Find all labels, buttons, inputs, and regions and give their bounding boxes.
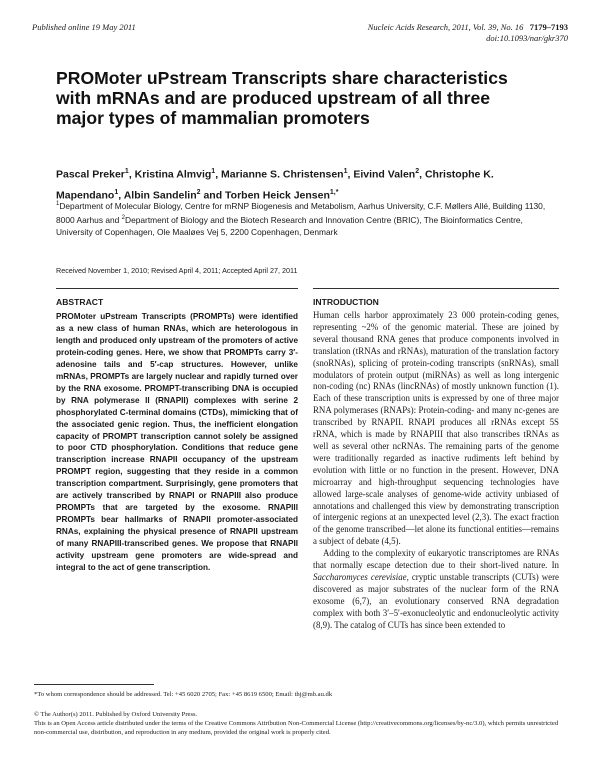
intro-paragraph-2-start: Adding to the complexity of eukaryotic transcriptomes are RNAs that normally escape detection due to their short-lived nature. In <box>313 548 559 571</box>
author-name: Albin Sandelin <box>123 189 197 201</box>
affiliations <box>56 198 556 238</box>
affiliation-marker-1: 1 <box>56 201 60 207</box>
intro-paragraph-1: Human cells harbor approximately 23 000 protein-coding genes, representing ~2% of the genomic material. These are joined by several thousand RNA genes that produce components involved in translation (tRNAs and rRNAs), maturation of the translation factory (snoRNAs), splicing of protein-coding transcripts (snRNAs), small modulators of protein output (miRNAs) as well as long intergenic non-coding (nc) RNAs (lincRNAs) of mostly unknown function (1). Each of these transcription units is expressed by one of three major RNA polymerases (RNAPs): Protein-coding- and many nc-genes are transcribed by RNAPII. RNAPI produces all rRNAs except 5S rRNA, which is made by RNAPIII that also transcribes tRNAs as well as several other ncRNAs. The remaining parts of the genome were traditionally regarded as inactive rudiments left behind by evolution with little or no function in the present. However, DNA microarray and high-throughput sequencing technologies have allowed large-scale analyses of genome-wide activity unbiased of annotations and challenged this view by demonstrating transcription of intergenic regions at an unexpected level (2,3). The exact fraction of the genome transcribed—let alone its functional entities—remains a subject of debate (4,5). <box>313 310 559 547</box>
journal-name: Nucleic Acids Research, 2011, Vol. 39, No. 16 <box>367 22 524 32</box>
abstract-text: PROMoter uPstream Transcripts (PROMPTs) were identified as a new class of human RNAs, which are heterologous in length and produced only upstream of the promoters of active protein-coding genes. Here, we show that PROMPTs carry 3′-adenosine tails and 5′-cap structures. However, unlike mRNAs, PROMPTs are largely nuclear and rapidly turned over by the RNA exosome. PROMPT-transcribing DNA is occupied by RNA polymerase II (RNAPII) complexes with serine 2 phosphorylated C-terminal domains (CTDs), mimicking that of the associated genic region. Thus, the inefficient elongation capacity of PROMPT transcription cannot solely be assigned to poor CTD phosphorylation. Conditions that reduce gene transcription increase RNAPII occupancy of the upstream PROMPT region, suggesting that they reside in a common transcription compartment. Surprisingly, gene promoters that are actively transcribed by RNAPI or RNAPIII also produce PROMPTs that are targeted by the exosome. RNAPIII PROMPTs bear hallmarks of RNAPII promoter-associated RNAs, explaining the physical presence of RNAPII upstream of many RNAPIII-transcribed genes. We propose that RNAPII activity upstream gene promoters are wide-spread and integral to the act of gene transcription. <box>56 312 299 573</box>
author-name: Marianne S. Christensen <box>221 168 344 181</box>
abstract-heading: ABSTRACT <box>56 297 104 307</box>
author-separator: , <box>419 168 425 181</box>
copyright-notice <box>34 710 569 737</box>
affiliation-2: Department of Biology and the Biotech Research and Innovation Centre (BRIC), The Bioinformatics Centre, University of Copenhagen, Ole Maaløes Vej 5, 2200 Copenhagen, Denmark <box>56 214 523 237</box>
author-name: Torben Heick Jensen <box>225 189 330 201</box>
author-affiliation-marker: 1 <box>114 188 119 196</box>
author-affiliation-marker: 2 <box>196 188 201 196</box>
author-separator: and <box>200 189 226 201</box>
author-name: Eivind Valen <box>353 168 416 181</box>
author-name: Kristina Almvig <box>134 168 212 181</box>
license-text: This is an Open Access article distributed under the terms of the Creative Commons Attribution Non-Commercial License (http://creativecommons.org/licenses/by-nc/3.0), which permits unrestricted non-commercial use, distribution, and reproduction in any medium, provided the original work is properly cited. <box>34 720 559 736</box>
author-separator: , <box>347 168 354 181</box>
journal-citation <box>368 22 568 44</box>
author-affiliation-marker: 1 <box>124 168 129 175</box>
page-range: 7179–7193 <box>529 22 568 32</box>
published-date: Published online 19 May 2011 <box>32 22 136 32</box>
intro-paragraph-2 <box>313 548 559 631</box>
received-dates: Received November 1, 2010; Revised April 4, 2011; Accepted April 27, 2011 <box>56 266 298 275</box>
introduction-heading: INTRODUCTION <box>313 297 379 307</box>
affiliation-1: Department of Molecular Biology, Centre for mRNP Biogenesis and Metabolism, Aarhus University, C.F. Møllers Allé, Building 1130, 8000 Aarhus and <box>56 200 546 225</box>
doi[interactable]: doi:10.1093/nar/gkr370 <box>486 33 568 43</box>
author-affiliation-marker: 1,* <box>329 188 339 196</box>
abstract-divider <box>56 288 298 289</box>
author-affiliation-marker: 2 <box>415 168 420 175</box>
intro-divider <box>313 288 559 289</box>
author-separator: , <box>128 168 135 181</box>
author-affiliation-marker: 1 <box>211 168 216 175</box>
paper-title: PROMoter uPstream Transcripts share characteristics with mRNAs and are produced upstream of all three major types of mammalian promoters <box>56 68 508 128</box>
author-affiliation-marker: 1 <box>343 168 348 175</box>
footnote-divider <box>34 684 154 685</box>
correspondence-footnote: *To whom correspondence should be addressed. Tel: +45 6020 2705; Fax: +45 8619 6500; Email: thj@mb.au.dk <box>34 691 333 698</box>
author-name: Pascal Preker <box>56 168 125 181</box>
author-separator: , <box>215 168 222 181</box>
intro-paragraph-2-end: , cryptic unstable transcripts (CUTs) were discovered as major substrates of the nuclear form of the RNA exosome (6,7), an evolutionary conserved RNA degradation complex with both 3′–5′-exonucleolytic and endonucleolytic activity (8,9). The catalog of CUTs has since been extended to <box>313 571 559 630</box>
copyright-line: © The Author(s) 2011. Published by Oxford University Press. <box>34 711 198 718</box>
author-name: Christophe K. Mapendano <box>56 168 494 201</box>
affiliation-marker-2: 2 <box>121 215 126 221</box>
author-separator: , <box>118 189 124 201</box>
introduction-text <box>313 310 559 631</box>
species-name: Saccharomyces cerevisiae <box>313 571 407 582</box>
